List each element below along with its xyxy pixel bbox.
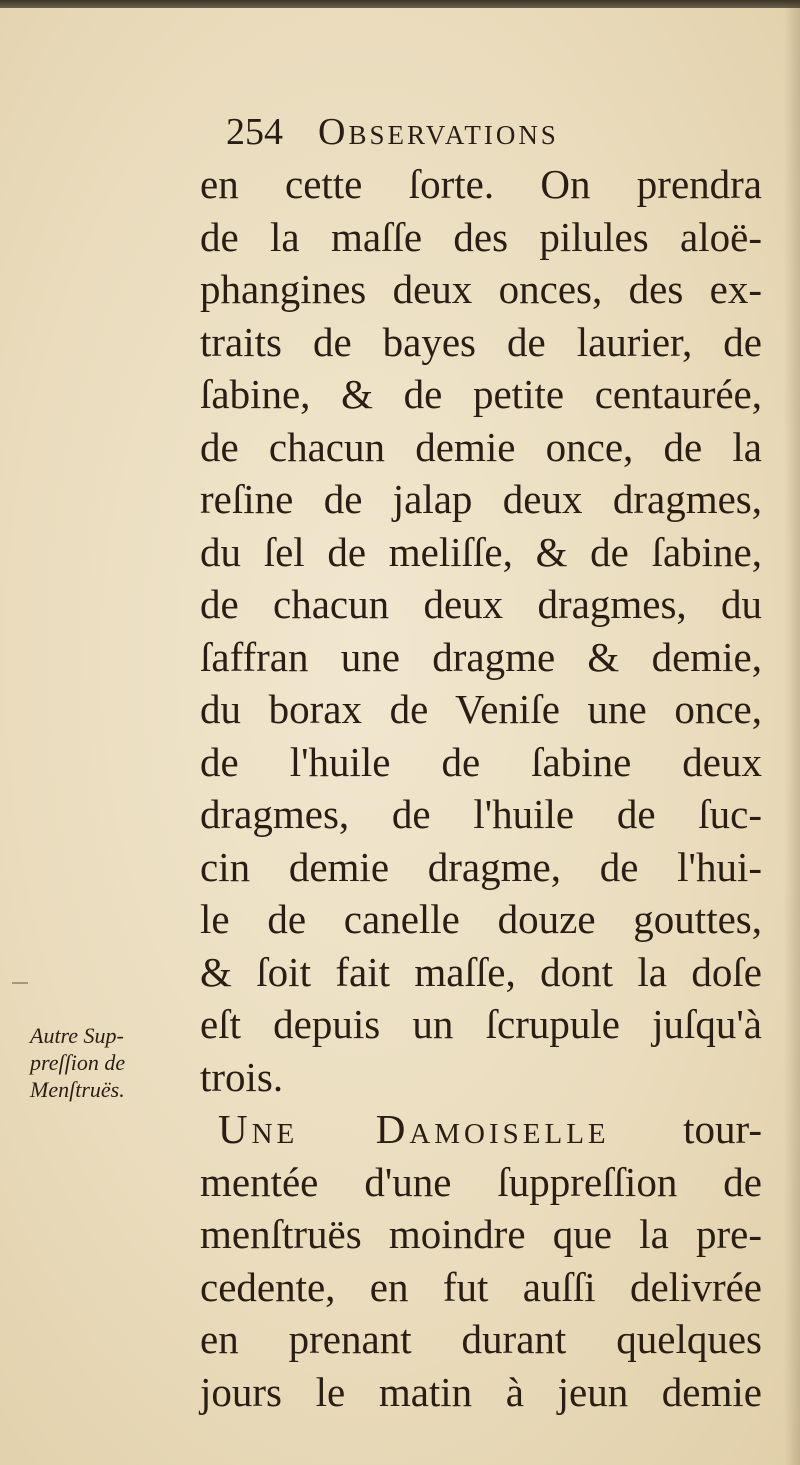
text-line: mentée d'une ſuppreſſion de [200,1158,762,1205]
main-text [200,158,762,1418]
margin-note [30,1022,190,1103]
text-line: de la maſſe des pilules aloë- [200,213,762,260]
text-line: de chacun demie once, de la [200,423,762,470]
margin-note-line: Autre Sup- [30,1023,124,1048]
text-line: cedente, en fut auſſi delivrée [200,1263,762,1310]
text-line: dragmes, de l'huile de ſuc- [200,791,762,837]
text-line: ſaffran une dragme & demie, [200,633,762,680]
running-title: Observations [318,111,559,153]
text-line: jours le matin à jeun demie [200,1368,762,1415]
text-line: en prenant durant quelques [200,1316,762,1362]
text-line: traits de bayes de laurier, de [200,318,762,365]
text-line: menſtruës moindre que la pre- [200,1211,762,1257]
margin-mark [12,982,28,984]
page-top-edge [0,0,800,8]
margin-note-line: preſſion de [30,1050,126,1075]
text-line: du borax de Veniſe une once, [200,686,762,732]
running-header [226,102,696,162]
text-line: cin demie dragme, de l'hui- [200,843,762,890]
text-line: de chacun deux dragmes, du [200,581,762,627]
text-line: de l'huile de ſabine deux [200,738,762,785]
text-line: trois. [200,1053,284,1100]
text-line: ſabine, & de petite centaurée, [200,371,762,417]
paragraph-opening-line [200,1103,762,1156]
text-line: eſt depuis un ſcrupule juſqu'à [200,1001,762,1047]
text-line: en cette ſorte. On prendra [200,161,762,207]
text-line: phangines deux onces, des ex- [200,266,762,312]
paragraph-opening-words: Une Damoiselle [218,1106,610,1152]
page-edge-shadow [784,0,800,1465]
text-line: reſine de jalap deux dragmes, [200,476,762,522]
page-number: 254 [226,111,283,153]
text-line: du ſel de meliſſe, & de ſabine, [200,528,762,575]
text-line-rest: tour- [683,1106,762,1152]
margin-note-line: Menſtruës. [30,1077,125,1102]
text-line: & ſoit fait maſſe, dont la doſe [200,948,762,995]
text-line: le de canelle douze gouttes, [200,896,762,942]
